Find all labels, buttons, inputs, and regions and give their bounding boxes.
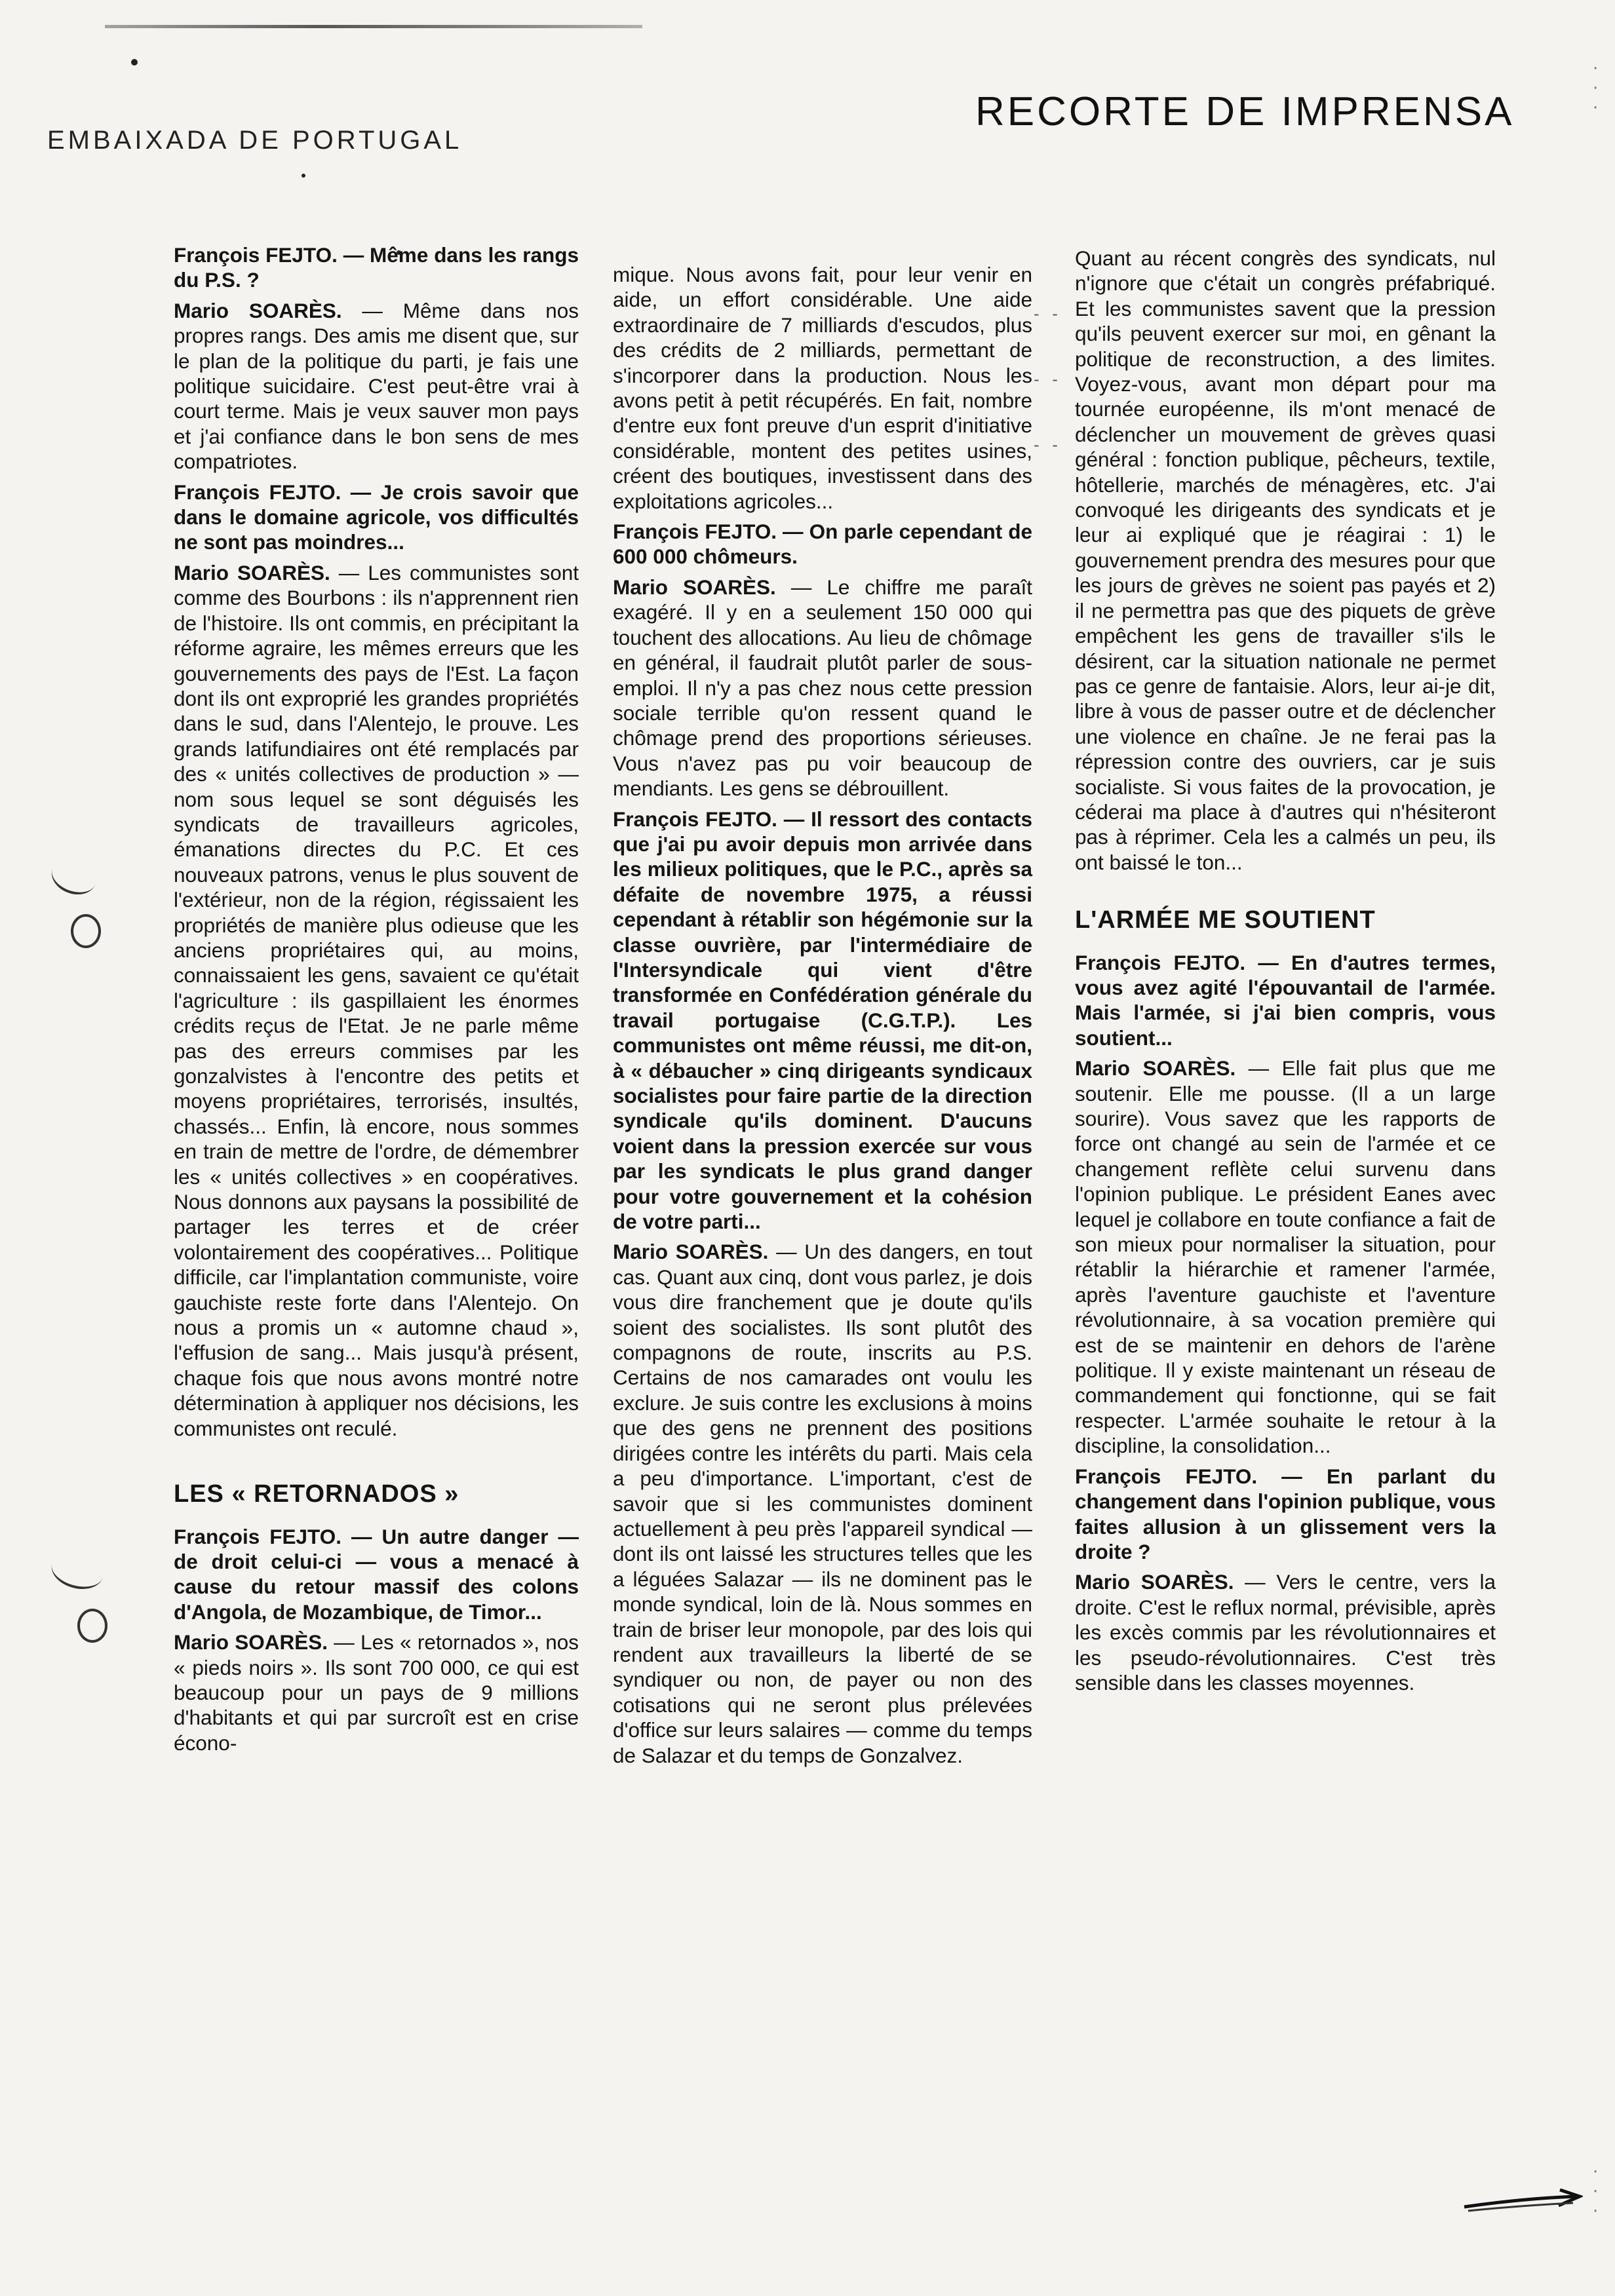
- header-rule: [105, 25, 642, 28]
- section-heading-armee: L'ARMÉE ME SOUTIENT: [1075, 906, 1376, 934]
- question-text: — Il ressort des contacts que j'ai pu avoir depuis mon arrivée dans les milieux politiques, que le P.C., après sa défaite de novembre 1975, a réussi cependant à rétablir son hégémonie sur la classe ouvrière, par l'intermédiaire de l'Intersyndicale qui vient d'être transformée en Confédération générale du travail portugaise (C.G.T.P.). Les communistes ont même réussi, me dit-on, à « débaucher » cinq dirigeants syndicaux socialistes pour faire partie de la direction syndicale qu'ils dominent. D'aucuns voient dans la pression exercée sur vous par les syndicats le plus grand danger pour votre gouvernement et la cohésion de votre parti...: [613, 807, 1032, 1234]
- interview-exchange: [174, 1630, 579, 1755]
- speaker-name: François FEJTO.: [613, 520, 777, 544]
- speaker-name: François FEJTO.: [174, 243, 338, 267]
- embassy-header: EMBAIXADA DE PORTUGAL: [47, 126, 463, 155]
- stray-dash-marks: - -: [1034, 436, 1062, 454]
- answer-text: — Même dans nos propres rangs. Des amis me disent que, sur le plan de la politique du parti, je fais une politique suicidaire. C'est peut-être vrai à court terme. Mais je veux sauver mon pays et j'ai confiance dans le bon sens de mes compatriotes.: [174, 298, 579, 474]
- speaker-name: Mario SOARÈS.: [1075, 1570, 1234, 1594]
- ink-dot: [302, 174, 305, 178]
- margin-hole-mark: [77, 1609, 107, 1643]
- speaker-name: François FEJTO.: [1075, 1464, 1258, 1488]
- ink-dot: [131, 59, 138, 66]
- edge-scan-marks: · · ·: [1593, 59, 1599, 118]
- interview-exchange: [1075, 1056, 1496, 1459]
- question-text: — Je crois savoir que dans le domaine agricole, vos difficultés ne sont pas moindres...: [174, 480, 579, 554]
- column-3-blocks: [1075, 246, 1496, 875]
- column-2-blocks: [613, 262, 1032, 1768]
- margin-arc-mark: [47, 852, 102, 901]
- section-heading-retornados: LES « RETORNADOS »: [174, 1480, 459, 1508]
- column-1-blocks: [174, 242, 579, 1441]
- edge-scan-marks: · · ·: [1593, 2162, 1599, 2221]
- question-text: — Un autre danger — de droit celui-ci — vous a menacé à cause du retour massif des colons d'Angola, de Mozambique, de Timor...: [174, 1524, 579, 1624]
- speaker-name: Mario SOARÈS.: [1075, 1056, 1236, 1081]
- interview-exchange: [613, 575, 1032, 801]
- answer-text: — Vers le centre, vers la droite. C'est le reflux normal, prévisible, après les excès commis par les révolutionnaires et les pseudo-révolutionnaires. C'est très sensible dans les classes moyennes.: [1075, 1570, 1496, 1694]
- question-text: — En parlant du changement dans l'opinion publique, vous faites allusion à un glissement vers la droite ?: [1075, 1464, 1496, 1563]
- interview-exchange: [1075, 950, 1496, 1051]
- answer-text: — Le chiffre me paraît exagéré. Il y en a seulement 150 000 qui touchent des allocations. Au lieu de chômage en général, il faudrait plutôt parler de sous-emploi. Il n'y a pas chez nous cette pression sociale terrible qu'on ressent quand le chômage prend des proportions sérieuses. Vous n'avez pas pu voir beaucoup de mendiants. Les gens se débrouillent.: [613, 575, 1032, 801]
- margin-arc-mark: [47, 1547, 107, 1595]
- answer-text: — Elle fait plus que me soutenir. Elle me pousse. (Il a un large sourire). Vous savez que les rapports de force ont changé au sein de l'armée et ce changement reflète celui survenu dans l'opinion publique. Le président Eanes avec lequel je collabore en toute confiance a fait de son mieux pour normaliser la situation, pour rétablir la hiérarchie et ramener l'armée, après l'aventure gauchiste et l'aventure révolutionnaire, à sa vocation première qui est de se maintenir en dehors de l'arène politique. Il y existe maintenant un réseau de commandement qui fonctionne, qui se fait respecter. L'armée souhaite le retour à la discipline, la consolidation...: [1075, 1056, 1496, 1458]
- column-1-blocks-after: [174, 1524, 579, 1756]
- answer-text: — Les communistes sont comme des Bourbons : ils n'apprennent rien de l'histoire. Ils ont commis, en précipitant la réforme agraire, les mêmes erreurs que les gouvernements des pays de l'Est. La façon dont ils ont exproprié les grandes propriétés dans le sud, dans l'Alentejo, le prouve. Les grands latifundiaires ont été remplacés par des « unités collectives de production » — nom sous lequel se sont déguisés les syndicats de travailleurs agricoles, émanations directes du P.C. Et ces nouveaux patrons, venus le plus souvent de l'extérieur, non de la région, régissaient les propriétés de manière plus odieuse que les anciens propriétaires qui, au moins, connaissaient les gens, savaient ce qu'était l'agriculture : ils gaspillaient les énormes crédits reçus de l'Etat. Je ne parle même pas des erreurs commises par les gonzalvistes à l'encontre des petits et moyens propriétaires, terrorisés, insultés, chassés... Enfin, là encore, nous sommes en train de mettre de l'ordre, de démembrer les « unités collectives » en coopératives. Nous donnons aux paysans la possibilité de partager les terres et de créer volontairement des coopératives... Politique difficile, car l'implantation communiste, voire gauchiste reste forte dans l'Alentejo. On nous a promis un « automne chaud », l'effusion de sang... Mais jusqu'à présent, chaque fois que nous avons montré notre détermination à appliquer nos décisions, les communistes ont reculé.: [174, 560, 579, 1440]
- column-3-blocks-after: [1075, 950, 1496, 1696]
- speaker-name: François FEJTO.: [174, 480, 341, 504]
- continuation-arrow-icon: [1462, 2189, 1583, 2215]
- speaker-name: François FEJTO.: [613, 807, 777, 831]
- speaker-name: Mario SOARÈS.: [613, 575, 776, 599]
- speaker-name: Mario SOARÈS.: [613, 1240, 769, 1264]
- question-text: — En d'autres termes, vous avez agité l'épouvantail de l'armée. Mais l'armée, si j'ai bien compris, vous soutient...: [1075, 950, 1496, 1050]
- speaker-name: François FEJTO.: [1075, 950, 1246, 974]
- interview-exchange: [1075, 1464, 1496, 1565]
- question-text: — Même dans les rangs du P.S. ?: [174, 243, 579, 292]
- interview-exchange: [174, 480, 579, 555]
- article-column-3: [1075, 246, 1496, 1700]
- interview-exchange: [174, 242, 579, 293]
- interview-exchange: [1075, 1569, 1496, 1695]
- interview-exchange: [613, 519, 1032, 569]
- answer-text: — Les « retornados », nos « pieds noirs ». Ils sont 700 000, ce qui est beaucoup pour un pays de 9 millions d'habitants et qui par surcroît est en crise écono-: [174, 1630, 579, 1755]
- margin-hole-mark: [71, 914, 101, 948]
- speaker-name: Mario SOARÈS.: [174, 298, 342, 322]
- article-column-1: [174, 242, 579, 1761]
- stray-dash-marks: - -: [1034, 370, 1062, 389]
- interview-exchange: [613, 807, 1032, 1234]
- interview-exchange: [174, 1524, 579, 1625]
- press-clipping-label: RECORTE DE IMPRENSA: [975, 89, 1515, 134]
- interview-exchange: [613, 1239, 1032, 1768]
- article-column-2: [613, 262, 1032, 1773]
- interview-exchange: [174, 298, 579, 474]
- speaker-name: François FEJTO.: [174, 1524, 341, 1548]
- interview-continuation: [1075, 246, 1496, 875]
- answer-text: Quant au récent congrès des syndicats, nul n'ignore que c'était un congrès préfabriqué. Et les communistes savent que la pression qu'ils peuvent exercer sur moi, en gênant la politique de reconstruction, a des limites. Voyez-vous, avant mon départ pour ma tournée européenne, ils m'ont menacé de déclencher un mouvement de grèves quasi général : fonction publique, pêcheurs, textile, hôtellerie, marchés de ménagères, etc. J'ai convoqué les dirigeants des syndicats et je leur ai expliqué que je réagirai : 1) le gouvernement prendra des mesures pour que les jours de grèves ne soient pas payés et 2) il ne permettra pas que des piquets de grève empêchent les gens de travailler s'ils le désirent, car la situation nationale ne permet pas ce genre de fantaisie. Alors, leur ai-je dit, libre à vous de passer outre et de déclencher une violence en chaîne. Je ne ferai pas la répression contre des ouvriers, car je suis socialiste. Si vous faites de la provocation, je céderai ma place à d'autres qui n'hésiteront pas à réprimer. Cela les a calmés un peu, ils ont baissé le ton...: [1075, 246, 1496, 874]
- answer-text: — Un des dangers, en tout cas. Quant aux cinq, dont vous parlez, je dois vous dire franchement que je doute qu'ils soient des socialistes. Ils sont plutôt des compagnons de route, inscrits au P.S. Certains de nos camarades ont voulu les exclure. Je suis contre les exclusions à moins que des gens ne prennent des positions dirigées contre les intérêts du parti. Mais cela a peu d'importance. L'important, c'est de savoir que si les communistes dominent actuellement à peu près l'appareil syndical — dont ils ont laissé les structures telles que les a léguées Salazar — ils ne dominent pas le monde syndical, loin de là. Nous sommes en train de briser leur monopole, par des lois qui rendent aux travailleurs la liberté de se syndiquer ou non, de payer ou non des cotisations qui ne seront plus prélevées d'office sur leurs salaires — comme du temps de Salazar et du temps de Gonzalvez.: [613, 1240, 1032, 1767]
- interview-exchange: [174, 560, 579, 1441]
- question-text: — On parle cependant de 600 000 chômeurs.: [613, 520, 1032, 569]
- speaker-name: Mario SOARÈS.: [174, 560, 330, 584]
- stray-dash-marks: - -: [1034, 305, 1062, 323]
- speaker-name: Mario SOARÈS.: [174, 1630, 328, 1655]
- interview-continuation: [613, 262, 1032, 514]
- answer-text: mique. Nous avons fait, pour leur venir en aide, un effort considérable. Une aide extraordinaire de 7 milliards d'escudos, plus des crédits de 2 milliards, permettant de s'incorporer dans la production. Nous les avons petit à petit récupérés. En fait, nombre d'entre eux font preuve d'un esprit d'initiative considérable, montent des petites usines, créent des boutiques, investissent dans des exploitations agricoles...: [613, 263, 1032, 513]
